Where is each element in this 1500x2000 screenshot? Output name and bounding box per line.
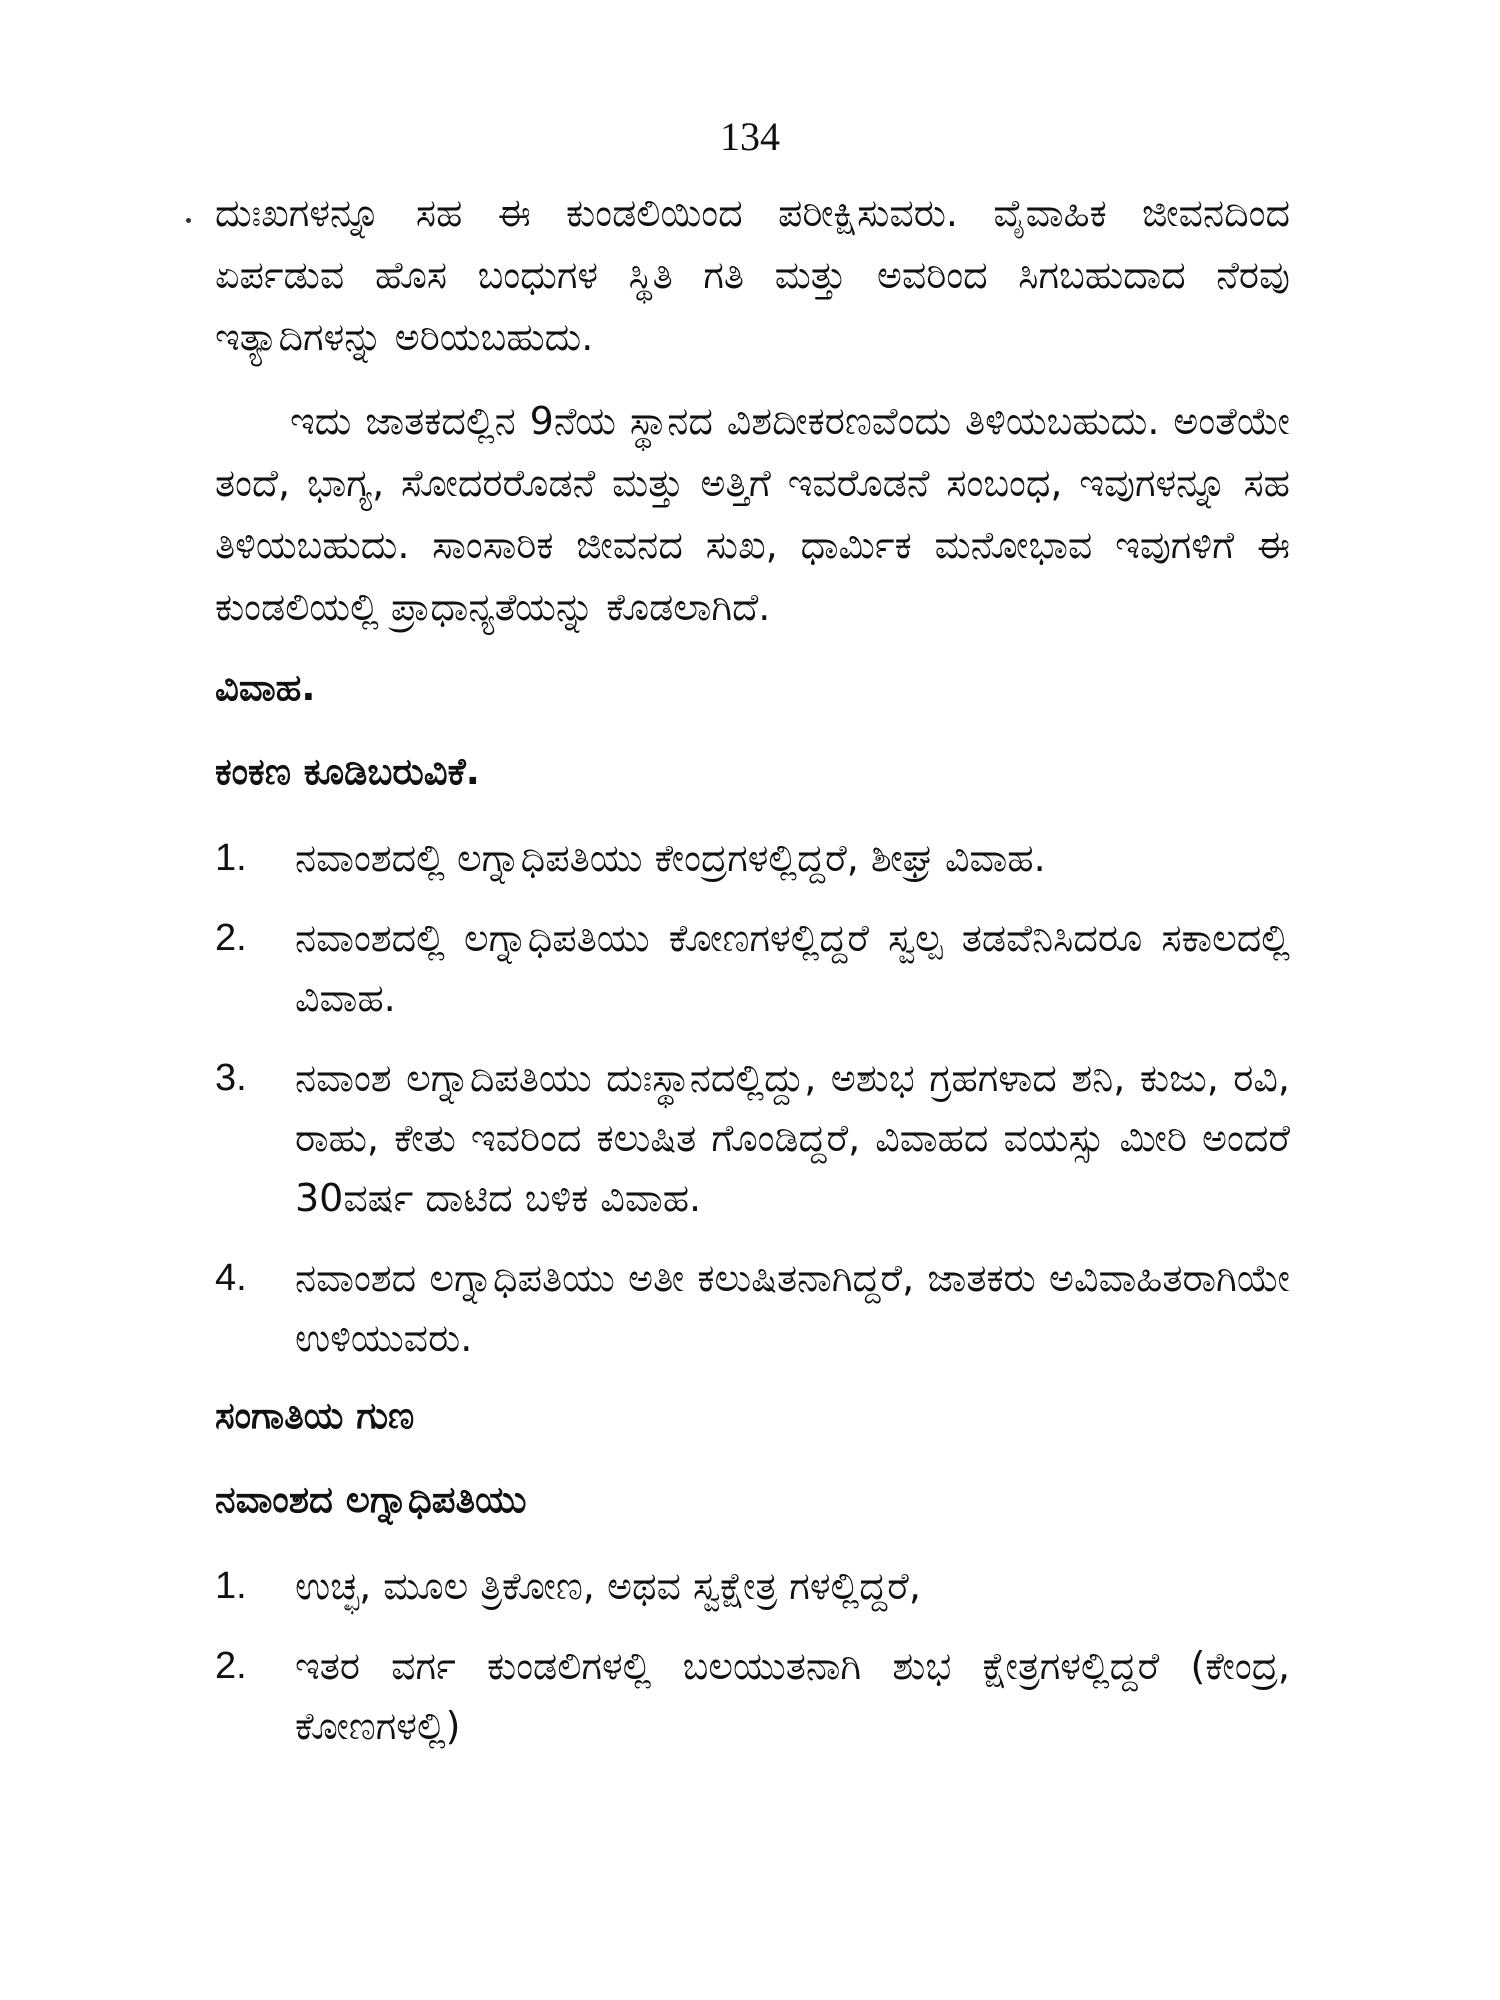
list-item-text: ನವಾಂಶದಲ್ಲಿ ಲಗ್ನಾಧಿಪತಿಯು ಕೇಂದ್ರಗಳಲ್ಲಿದ್ದರೆ, ಶೀಘ್ರ ವಿವಾಹ. [295,836,1046,880]
heading-navamsha-lord: ನವಾಂಶದ ಲಗ್ನಾಧಿಪತಿಯು [215,1478,527,1521]
list-item-number: 1. [215,837,247,879]
list-item-number: 4. [215,1257,247,1299]
list-item-number: 2. [215,917,247,959]
list-item-number: 1. [215,1565,247,1607]
list-item-number: 2. [215,1645,247,1687]
list-item-text: ಇತರ ವರ್ಗ ಕುಂಡಲಿಗಳಲ್ಲಿ ಬಲಯುತನಾಗಿ ಶುಭ ಕ್ಷೇತ್ರಗಳಲ್ಲಿದ್ದರೆ (ಕೇಂದ್ರ, ಕೋಣಗಳಲ್ಲಿ) [295,1644,1290,1748]
list-item-text: ನವಾಂಶದಲ್ಲಿ ಲಗ್ನಾಧಿಪತಿಯು ಕೋಣಗಳಲ್ಲಿದ್ದರೆ ಸ್ವಲ್ಪ ತಡವೆನಿಸಿದರೂ ಸಕಾಲದಲ್ಲಿ ವಿವಾಹ. [295,916,1290,1020]
list-item [215,908,1290,1028]
list-item [215,1556,1290,1616]
list-item-text: ಉಚ್ಛ, ಮೂಲ ತ್ರಿಕೋಣ, ಅಥವ ಸ್ವಕ್ಷೇತ್ರ ಗಳಲ್ಲಿದ್ದರೆ, [295,1564,921,1608]
paragraph-ninth-house: ಇದು ಜಾತಕದಲ್ಲಿನ 9ನೆಯ ಸ್ಥಾನದ ವಿಶದೀಕರಣವೆಂದು ತಿಳಿಯಬಹುದು. ಅಂತೆಯೇ ತಂದೆ, ಭಾಗ್ಯ, ಸೋದರರೊಡನೆ ಮತ್ತು ಅತ್ತಿಗೆ ಇವರೊಡನೆ ಸಂಬಂಧ, ಇವುಗಳನ್ನೂ ಸಹ ತಿಳಿಯಬಹುದು. ಸಾಂಸಾರಿಕ ಜೀವನದ ಸುಖ, ಧಾರ್ಮಿಕ ಮನೋಭಾವ ಇವುಗಳಿಗೆ ಈ ಕುಂಡಲಿಯಲ್ಲಿ ಪ್ರಾಧಾನ್ಯತೆಯನ್ನು ಕೊಡಲಾಗಿದೆ. [215,399,1290,629]
heading-marriage: ವಿವಾಹ. [215,666,316,709]
list-item-text: ನವಾಂಶ ಲಗ್ನಾದಿಪತಿಯು ದುಃಸ್ಥಾನದಲ್ಲಿದ್ದು, ಅಶುಭ ಗ್ರಹಗಳಾದ ಶನಿ, ಕುಜು, ರವಿ, ರಾಹು, ಕೇತು ಇವರಿಂದ ಕಲುಷಿತ ಗೊಂಡಿದ್ದರೆ, ವಿವಾಹದ ವಯಸ್ಸು ಮೀರಿ ಅಂದರೆ 30ವರ್ಷ ದಾಟಿದ ಬಳಿಕ ವಿವಾಹ. [295,1056,1290,1220]
list-item-text: ನವಾಂಶದ ಲಗ್ನಾಧಿಪತಿಯು ಅತೀ ಕಲುಷಿತನಾಗಿದ್ದರೆ, ಜಾತಕರು ಅವಿವಾಹಿತರಾಗಿಯೇ ಉಳಿಯುವರು. [295,1256,1290,1360]
list-item [215,1248,1290,1368]
list-item-number: 3. [215,1057,247,1099]
list-item [215,1636,1290,1756]
stray-dot-mark [186,218,191,223]
page-number: 134 [720,114,780,159]
heading-partner-qualities: ಸಂಗಾತಿಯ ಗುಣ [215,1394,415,1437]
page-content [215,182,1290,1776]
paragraph-intro: ದುಃಖಗಳನ್ನೂ ಸಹ ಈ ಕುಂಡಲಿಯಿಂದ ಪರೀಕ್ಷಿಸುವರು. ವೈವಾಹಿಕ ಜೀವನದಿಂದ ಏರ್ಪಡುವ ಹೊಸ ಬಂಧುಗಳ ಸ್ಥಿತಿ ಗತಿ ಮತ್ತು ಅವರಿಂದ ಸಿಗಬಹುದಾದ ನೆರವು ಇತ್ಯಾದಿಗಳನ್ನು ಅರಿಯಬಹುದು. [215,191,1290,359]
heading-kankana: ಕಂಕಣ ಕೂಡಿಬರುವಿಕೆ. [215,750,480,793]
list-item [215,1048,1290,1228]
list-item [215,828,1290,888]
